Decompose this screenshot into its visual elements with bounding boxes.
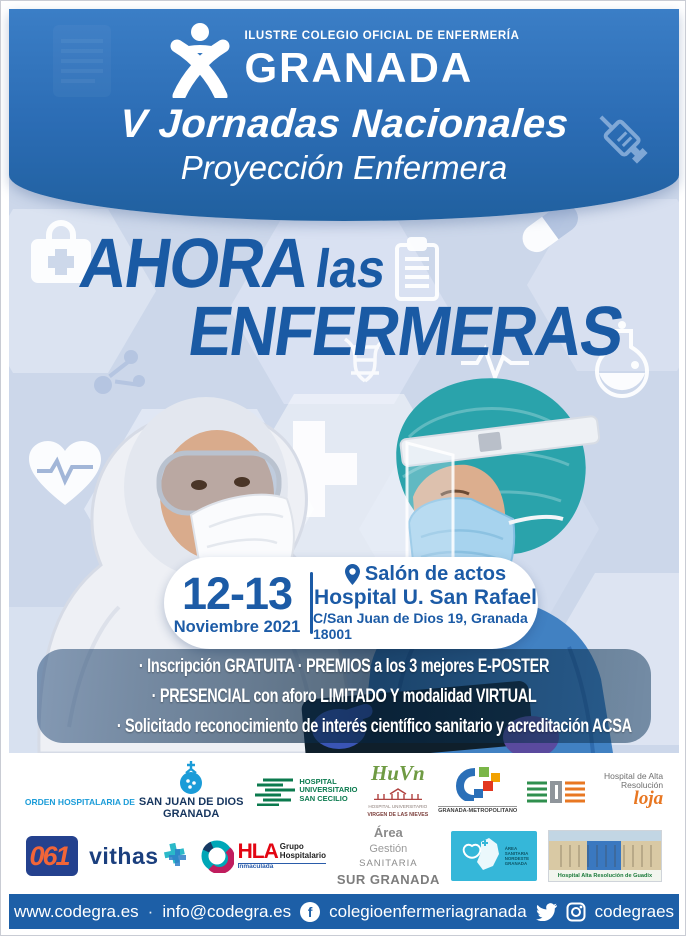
hla-circle-icon (200, 839, 234, 873)
guadix-sky (549, 831, 661, 841)
headline-line2: ENFERMERAS (183, 292, 628, 370)
logo-har-guadix: Hospital Alta Resolución de Guadix (548, 830, 662, 882)
sponsor-strip (9, 753, 679, 894)
dates-label: 12-13 (181, 567, 293, 619)
logo-virgen-de-las-nieves: HuVn HOSPITAL UNIVERSITARIO VIRGEN DE LAS NIEVES (367, 760, 429, 819)
facebook-icon[interactable]: f (300, 902, 320, 922)
twitter-icon[interactable] (536, 903, 557, 921)
loja-building-icon (527, 777, 585, 805)
syringe-icon (591, 101, 649, 171)
bullet-line-2: · PRESENCIAL con aforo LIMITADO Y modalidad VIRTUAL (151, 685, 537, 707)
logo-hla-inmaculada: HLA Grupo Hospitalario Inmaculada (200, 839, 326, 873)
college-brand (169, 22, 520, 98)
footer-website[interactable]: www.codegra.es (13, 901, 139, 921)
ghost-clipboard-icon (51, 19, 113, 101)
san-cecilio-icon (253, 776, 295, 806)
guadix-building (549, 841, 661, 870)
logo-har-loja: Hospital de Alta Resolución loja (527, 772, 663, 810)
metropolitano-icon (455, 767, 501, 801)
logo-vithas: vithas (89, 843, 188, 870)
footer-social-handle[interactable]: codegraes (594, 901, 675, 921)
venue-label: Salón de actos (364, 563, 507, 586)
location-pin-icon (345, 564, 360, 585)
footer-facebook-handle[interactable]: colegioenfermeriagranada (329, 901, 527, 921)
sponsor-row-1 (15, 761, 673, 820)
bullet-line-3: · Solicitado reconocimiento de interés científico sanitario y acreditación ACSA (116, 715, 632, 737)
college-small-label: ILUSTRE COLEGIO OFICIAL DE ENFERMERÍA (244, 30, 520, 43)
footer-separator: · (147, 901, 154, 921)
event-title: V Jornadas Nacionales (118, 102, 570, 146)
college-big-label: GRANADA (244, 43, 474, 91)
hospital-label: Hospital U. San Rafael (314, 585, 537, 609)
vithas-cross-icon (163, 843, 189, 869)
info-bullets (37, 649, 651, 743)
logo-san-juan-de-dios: ORDEN HOSPITALARIA DE SAN JUAN DE DIOS GRANADA (25, 761, 244, 820)
bullet-line-1: · Inscripción GRATUITA · PREMIOS a los 3 mejores E-POSTER (138, 655, 550, 677)
logo-san-cecilio: HOSPITAL UNIVERSITARIO SAN CECILIO (253, 776, 357, 806)
logo-area-nordeste-granada: ÁREA SANITARIA NORDESTE GRANADA (451, 831, 537, 881)
header-banner (9, 9, 679, 221)
pomegranate-icon (178, 761, 204, 797)
month-label: Noviembre 2021 (173, 617, 301, 636)
headline-ahora: AHORA (75, 224, 314, 302)
sponsor-row-2 (15, 826, 673, 885)
logo-061: 061 (26, 836, 78, 876)
event-info-box (164, 557, 538, 649)
address-label: C/San Juan de Dios 19, Granada 18001 (313, 610, 528, 642)
instagram-icon[interactable] (566, 902, 586, 922)
footer-email[interactable]: info@codegra.es (162, 901, 292, 921)
logo-granada-metropolitano: GRANADA-METROPOLITANO (438, 767, 517, 815)
footer-bar (9, 894, 679, 929)
headline (9, 223, 679, 371)
event-venue (313, 563, 538, 642)
college-logo-icon (169, 22, 231, 98)
huvn-building-icon (374, 788, 422, 800)
event-subtitle: Proyección Enfermera (180, 149, 508, 186)
event-dates (164, 567, 310, 636)
headline-las: las (311, 239, 390, 299)
college-name (245, 31, 520, 89)
nordeste-map-icon (459, 836, 503, 876)
logo-ags-sur-granada: Área Gestión SANITARIA SUR GRANADA (336, 825, 440, 887)
